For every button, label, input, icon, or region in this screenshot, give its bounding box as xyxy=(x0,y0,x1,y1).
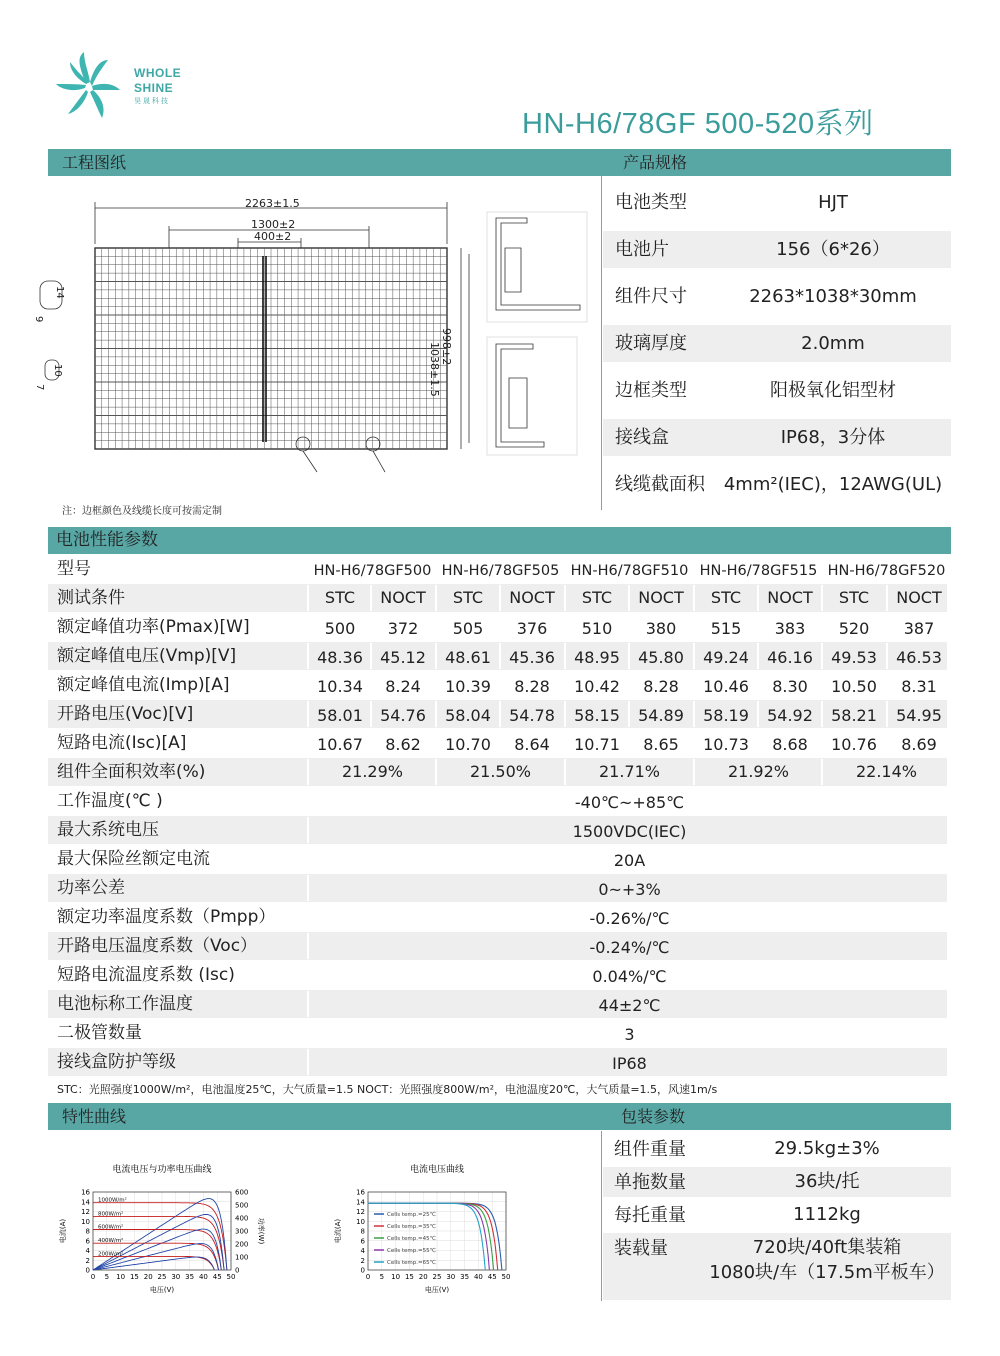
packaging-value: 29.5kg±3% xyxy=(774,1138,880,1159)
common-value: -40℃~+85℃ xyxy=(574,793,685,812)
param-row xyxy=(48,700,947,728)
series-label: 800W/m² xyxy=(98,1211,124,1218)
spec-row xyxy=(603,466,951,503)
logo xyxy=(50,48,210,128)
common-row xyxy=(48,845,947,873)
dim-hole1b: 9 xyxy=(33,316,44,323)
param-value: 10.73 xyxy=(703,735,749,754)
series-label: 400W/m² xyxy=(98,1238,124,1245)
param-value: 8.28 xyxy=(643,677,679,696)
spec-value: HJT xyxy=(818,192,848,213)
common-label: 接线盒防护等级 xyxy=(57,1052,176,1072)
packaging-value: 1112kg xyxy=(793,1204,861,1225)
common-row xyxy=(48,1019,947,1047)
condition-cell: NOCT xyxy=(509,588,555,607)
section-title-curves: 特性曲线 xyxy=(62,1107,127,1126)
y-tick-label: 10 xyxy=(356,1217,365,1226)
legend-label: Cells temp.=45℃ xyxy=(387,1236,436,1242)
y2-tick-label: 500 xyxy=(235,1201,249,1210)
legend-label: Cells temp.=25℃ xyxy=(387,1212,436,1218)
x-tick-label: 25 xyxy=(432,1273,442,1281)
param-row xyxy=(48,671,947,699)
param-value: 10.46 xyxy=(703,677,749,696)
cell-separator xyxy=(693,643,695,669)
x-tick-label: 20 xyxy=(418,1273,428,1281)
param-value: 10.76 xyxy=(831,735,877,754)
param-value: 54.78 xyxy=(509,706,555,725)
legend-label: Cells temp.=55℃ xyxy=(387,1248,436,1254)
cell-separator xyxy=(307,759,309,785)
cell-separator xyxy=(564,643,566,669)
param-value: 10.39 xyxy=(445,677,491,696)
common-label: 额定功率温度系数（Pmpp） xyxy=(57,907,276,927)
common-value: 44±2℃ xyxy=(598,996,661,1015)
y-tick-label: 14 xyxy=(81,1198,90,1207)
param-label: 短路电流(Isc)[A] xyxy=(57,733,187,753)
series-label: 600W/m² xyxy=(98,1224,124,1231)
engineering-drawing xyxy=(35,182,595,492)
y2-tick-label: 0 xyxy=(235,1266,240,1275)
param-value: 10.71 xyxy=(574,735,620,754)
series-label: 200W/m² xyxy=(98,1251,124,1258)
y-tick-label: 10 xyxy=(81,1217,90,1226)
param-value: 54.89 xyxy=(638,706,684,725)
power-curve-line xyxy=(93,1229,221,1270)
packaging-key: 单拖数量 xyxy=(614,1172,686,1193)
param-value: 49.53 xyxy=(831,648,877,667)
x-tick-label: 10 xyxy=(116,1273,126,1281)
x-tick-label: 35 xyxy=(185,1273,195,1281)
cell-separator xyxy=(307,643,309,669)
cell-separator xyxy=(307,1020,309,1046)
cell-separator xyxy=(821,701,823,727)
y-tick-label: 16 xyxy=(81,1188,90,1197)
common-value: 0~+3% xyxy=(598,880,661,899)
x-tick-label: 40 xyxy=(473,1273,483,1281)
section-title-drawing: 工程图纸 xyxy=(62,153,127,172)
spec-row xyxy=(603,372,951,409)
condition-cell: NOCT xyxy=(767,588,813,607)
bottom-column-divider xyxy=(601,1131,602,1301)
model-row xyxy=(48,555,947,583)
cell-separator xyxy=(499,585,501,611)
param-value: 49.24 xyxy=(703,648,749,667)
efficiency-value: 22.14% xyxy=(855,762,917,781)
x-tick-label: 35 xyxy=(460,1273,470,1281)
spec-key: 线缆截面积 xyxy=(615,474,705,495)
cell-separator xyxy=(307,788,309,814)
logo-text-line1: WHOLE xyxy=(134,66,182,80)
cell-separator xyxy=(821,643,823,669)
param-label: 额定峰值电流(Imp)[A] xyxy=(57,675,230,695)
condition-cell: STC xyxy=(710,588,742,607)
logo-starburst-icon xyxy=(50,48,130,128)
x-tick-label: 50 xyxy=(501,1273,511,1281)
param-value: 54.76 xyxy=(380,706,426,725)
logo-text-line3: 昊晟科技 xyxy=(134,98,170,105)
cell-separator xyxy=(628,701,630,727)
common-label: 二极管数量 xyxy=(57,1023,142,1043)
x-tick-label: 45 xyxy=(212,1273,222,1281)
cell-separator xyxy=(499,701,501,727)
cell-separator xyxy=(757,585,759,611)
param-value: 10.34 xyxy=(317,677,363,696)
x-tick-label: 30 xyxy=(446,1273,456,1281)
param-value: 54.92 xyxy=(767,706,813,725)
cell-separator xyxy=(435,585,437,611)
y-tick-label: 0 xyxy=(360,1266,365,1275)
section-title-performance: 电池性能参数 xyxy=(56,530,158,550)
y-axis-label: 电流(A) xyxy=(334,1218,342,1244)
logo-text-line2: SHINE xyxy=(134,81,174,95)
packaging-key: 每托重量 xyxy=(614,1205,686,1226)
model-name: HN-H6/78GF510 xyxy=(570,563,689,579)
spec-row xyxy=(603,278,951,315)
x-axis-label: 电压(V) xyxy=(149,1286,175,1294)
packaging-value-line1: 720块/40ft集装箱 xyxy=(752,1237,902,1258)
spec-row xyxy=(603,419,951,456)
x-tick-label: 30 xyxy=(171,1273,181,1281)
condition-cell: STC xyxy=(581,588,613,607)
x-axis-label: 电压(V) xyxy=(424,1286,450,1294)
param-value: 48.61 xyxy=(445,648,491,667)
common-label: 开路电压温度系数（Voc） xyxy=(57,936,258,956)
spec-row xyxy=(603,325,951,362)
spec-key: 边框类型 xyxy=(615,380,687,401)
condition-cell: STC xyxy=(452,588,484,607)
param-value: 46.16 xyxy=(767,648,813,667)
cell-separator xyxy=(564,701,566,727)
packaging-row xyxy=(603,1200,951,1230)
param-label: 开路电压(Voc)[V] xyxy=(57,704,194,724)
cell-separator xyxy=(628,585,630,611)
y-tick-label: 4 xyxy=(85,1247,90,1255)
x-tick-label: 15 xyxy=(404,1273,414,1281)
spec-value: IP68，3分体 xyxy=(780,427,886,448)
spec-value: 4mm²(IEC)，12AWG(UL) xyxy=(723,474,943,495)
param-value: 8.69 xyxy=(901,735,937,754)
cell-separator xyxy=(821,585,823,611)
param-value: 520 xyxy=(838,619,870,638)
param-row xyxy=(48,642,947,670)
spec-key: 接线盒 xyxy=(615,427,669,448)
param-value: 8.64 xyxy=(514,735,550,754)
y-tick-label: 12 xyxy=(81,1208,90,1216)
cell-separator xyxy=(886,701,888,727)
iv-curve-line xyxy=(93,1230,221,1271)
spec-key: 电池类型 xyxy=(615,192,687,213)
iv-temp-chart xyxy=(330,1158,540,1308)
section-bar-drawing xyxy=(48,149,951,176)
section-bar-performance xyxy=(48,527,951,554)
param-value: 58.04 xyxy=(445,706,491,725)
param-value: 500 xyxy=(324,619,356,638)
cell-separator xyxy=(886,643,888,669)
cell-separator xyxy=(757,643,759,669)
cell-separator xyxy=(307,846,309,872)
common-row xyxy=(48,787,947,815)
cell-separator xyxy=(886,585,888,611)
efficiency-value: 21.50% xyxy=(469,762,531,781)
module-drawing xyxy=(35,182,595,492)
cell-separator xyxy=(307,585,309,611)
cell-separator xyxy=(370,643,372,669)
packaging-row xyxy=(603,1233,951,1300)
common-row xyxy=(48,990,947,1018)
cell-separator xyxy=(821,759,823,785)
y-tick-label: 4 xyxy=(360,1247,365,1255)
common-row xyxy=(48,1048,947,1076)
cell-separator xyxy=(435,701,437,727)
param-value: 54.95 xyxy=(896,706,942,725)
param-value: 515 xyxy=(710,619,742,638)
spec-row xyxy=(603,231,951,268)
performance-footnote: STC：光照强度1000W/m²，电池温度25℃，大气质量=1.5 NOCT：光照强度800W/m²，电池温度20℃，大气质量=1.5，风速1m/s xyxy=(57,1083,718,1096)
param-value: 58.01 xyxy=(317,706,363,725)
cell-separator xyxy=(307,904,309,930)
dim-length: 2263±1.5 xyxy=(245,197,300,210)
common-label: 最大系统电压 xyxy=(57,820,159,840)
y2-tick-label: 600 xyxy=(235,1188,249,1197)
y2-tick-label: 400 xyxy=(235,1214,249,1223)
param-value: 48.36 xyxy=(317,648,363,667)
dim-hole2: 10 xyxy=(52,364,63,377)
condition-row xyxy=(48,584,947,612)
param-value: 372 xyxy=(387,619,419,638)
common-row xyxy=(48,932,947,960)
param-value: 387 xyxy=(903,619,935,638)
x-tick-label: 20 xyxy=(143,1273,153,1281)
param-value: 8.68 xyxy=(772,735,808,754)
efficiency-label: 组件全面积效率(%) xyxy=(57,762,206,782)
common-row xyxy=(48,816,947,844)
cell-separator xyxy=(693,585,695,611)
spec-key: 电池片 xyxy=(615,239,669,260)
efficiency-value: 21.29% xyxy=(341,762,403,781)
efficiency-row xyxy=(48,758,947,786)
condition-label: 测试条件 xyxy=(57,588,125,608)
common-label: 最大保险丝额定电流 xyxy=(57,849,210,869)
param-value: 8.24 xyxy=(385,677,421,696)
x-tick-label: 50 xyxy=(226,1273,236,1281)
cell-separator xyxy=(693,701,695,727)
y-tick-label: 8 xyxy=(85,1227,90,1236)
param-value: 8.30 xyxy=(772,677,808,696)
common-value: IP68 xyxy=(612,1054,647,1073)
cell-separator xyxy=(307,817,309,843)
param-label: 额定峰值电压(Vmp)[V] xyxy=(57,646,237,666)
common-value: -0.24%/℃ xyxy=(589,938,670,957)
efficiency-value: 21.92% xyxy=(727,762,789,781)
power-curve-line xyxy=(93,1257,214,1270)
param-value: 505 xyxy=(452,619,484,638)
condition-cell: STC xyxy=(324,588,356,607)
cell-separator xyxy=(628,643,630,669)
param-value: 10.67 xyxy=(317,735,363,754)
packaging-row xyxy=(603,1134,951,1164)
model-name: HN-H6/78GF520 xyxy=(827,563,946,579)
model-name: HN-H6/78GF505 xyxy=(441,563,560,579)
legend-label: Cells temp.=35℃ xyxy=(387,1224,436,1230)
series-label: 1000W/m² xyxy=(98,1197,127,1204)
model-name: HN-H6/78GF515 xyxy=(699,563,818,579)
efficiency-value: 21.71% xyxy=(598,762,660,781)
common-label: 短路电流温度系数 (Isc) xyxy=(57,965,235,985)
cell-separator xyxy=(435,759,437,785)
dim-mount2: 400±2 xyxy=(254,230,292,243)
packaging-row xyxy=(603,1167,951,1197)
x-tick-label: 45 xyxy=(487,1273,497,1281)
x-tick-label: 15 xyxy=(129,1273,139,1281)
dim-hole2b: 7 xyxy=(34,384,45,391)
cell-separator xyxy=(307,875,309,901)
section-title-packaging: 包装参数 xyxy=(621,1107,686,1126)
column-divider xyxy=(601,176,602,510)
param-label: 额定峰值功率(Pmax)[W] xyxy=(57,617,250,637)
common-label: 工作温度(℃ ) xyxy=(57,791,163,811)
model-name: HN-H6/78GF500 xyxy=(313,563,432,579)
param-value: 58.19 xyxy=(703,706,749,725)
common-row xyxy=(48,961,947,989)
x-tick-label: 0 xyxy=(365,1273,371,1281)
common-label: 电池标称工作温度 xyxy=(57,994,193,1014)
chart-title: 电流电压与功率电压曲线 xyxy=(112,1165,212,1175)
spec-value: 阳极氧化铝型材 xyxy=(770,380,896,401)
common-value: -0.26%/℃ xyxy=(589,909,670,928)
param-value: 8.28 xyxy=(514,677,550,696)
chart-title: 电流电压曲线 xyxy=(409,1165,465,1175)
dim-mount1: 1300±2 xyxy=(251,218,296,231)
param-value: 45.12 xyxy=(380,648,426,667)
cell-separator xyxy=(757,701,759,727)
x-tick-label: 5 xyxy=(379,1273,385,1281)
packaging-key: 装载量 xyxy=(614,1238,668,1259)
y2-tick-label: 100 xyxy=(235,1253,249,1262)
param-row xyxy=(48,729,947,757)
common-value: 3 xyxy=(624,1025,635,1044)
param-value: 10.70 xyxy=(445,735,491,754)
cell-separator xyxy=(307,1049,309,1075)
x-tick-label: 0 xyxy=(90,1273,96,1281)
cell-separator xyxy=(307,962,309,988)
spec-value: 156（6*26） xyxy=(776,239,890,260)
page-title: HN-H6/78GF 500-520系列 xyxy=(522,108,874,140)
cell-separator xyxy=(307,991,309,1017)
legend-label: Cells temp.=65℃ xyxy=(387,1260,436,1266)
param-value: 45.36 xyxy=(509,648,555,667)
cell-separator xyxy=(499,643,501,669)
y-tick-label: 16 xyxy=(356,1188,365,1197)
x-tick-label: 5 xyxy=(104,1273,110,1281)
section-bar-bottom xyxy=(48,1103,951,1130)
y-tick-label: 14 xyxy=(356,1198,365,1207)
cell-separator xyxy=(435,643,437,669)
section-title-specs: 产品规格 xyxy=(623,153,688,172)
y-tick-label: 6 xyxy=(85,1237,90,1246)
dim-hole1: 14 xyxy=(54,286,65,299)
common-value: 0.04%/℃ xyxy=(592,967,667,986)
param-value: 46.53 xyxy=(896,648,942,667)
common-row xyxy=(48,903,947,931)
dim-width2: 998±2 xyxy=(440,328,453,366)
spec-key: 玻璃厚度 xyxy=(615,333,687,354)
condition-cell: NOCT xyxy=(380,588,426,607)
y2-tick-label: 300 xyxy=(235,1227,249,1236)
param-value: 58.15 xyxy=(574,706,620,725)
spec-row xyxy=(603,184,951,221)
param-value: 45.80 xyxy=(638,648,684,667)
param-value: 8.31 xyxy=(901,677,937,696)
param-value: 48.95 xyxy=(574,648,620,667)
iv-power-chart xyxy=(55,1158,265,1308)
y2-axis-label: 功率(W) xyxy=(257,1217,265,1245)
packaging-key: 组件重量 xyxy=(614,1139,686,1160)
y-tick-label: 12 xyxy=(356,1208,365,1216)
cell-separator xyxy=(307,701,309,727)
packaging-value-line2: 1080块/车（17.5m平板车） xyxy=(709,1262,945,1283)
cell-separator xyxy=(564,585,566,611)
spec-key: 组件尺寸 xyxy=(615,286,687,307)
param-value: 10.50 xyxy=(831,677,877,696)
param-value: 8.62 xyxy=(385,735,421,754)
param-value: 376 xyxy=(516,619,548,638)
param-value: 58.21 xyxy=(831,706,877,725)
cell-separator xyxy=(370,701,372,727)
common-value: 20A xyxy=(613,851,646,870)
y-tick-label: 8 xyxy=(360,1227,365,1236)
condition-cell: NOCT xyxy=(638,588,684,607)
y-tick-label: 0 xyxy=(85,1266,90,1275)
x-tick-label: 10 xyxy=(391,1273,401,1281)
param-value: 510 xyxy=(581,619,613,638)
spec-value: 2.0mm xyxy=(801,333,865,354)
y2-tick-label: 200 xyxy=(235,1240,249,1249)
common-label: 功率公差 xyxy=(57,878,125,898)
cell-separator xyxy=(693,759,695,785)
y-tick-label: 2 xyxy=(360,1256,365,1265)
y-axis-label: 电流(A) xyxy=(59,1218,67,1244)
y-tick-label: 2 xyxy=(85,1256,90,1265)
param-value: 380 xyxy=(645,619,677,638)
cell-separator xyxy=(564,759,566,785)
drawing-note: 注：边框颜色及线缆长度可按需定制 xyxy=(62,506,222,517)
param-value: 8.65 xyxy=(643,735,679,754)
cell-separator xyxy=(307,933,309,959)
common-value: 1500VDC(IEC) xyxy=(572,822,687,841)
packaging-value: 36块/托 xyxy=(794,1171,860,1192)
param-value: 10.42 xyxy=(574,677,620,696)
condition-cell: STC xyxy=(838,588,870,607)
param-row xyxy=(48,613,947,641)
dim-width: 1038±1.5 xyxy=(428,342,441,397)
cell-separator xyxy=(370,585,372,611)
x-tick-label: 25 xyxy=(157,1273,167,1281)
condition-cell: NOCT xyxy=(896,588,942,607)
param-value: 383 xyxy=(774,619,806,638)
y-tick-label: 6 xyxy=(360,1237,365,1246)
spec-value: 2263*1038*30mm xyxy=(749,286,917,307)
common-row xyxy=(48,874,947,902)
packaging-value xyxy=(703,1235,951,1285)
x-tick-label: 40 xyxy=(198,1273,208,1281)
model-label: 型号 xyxy=(57,559,91,579)
